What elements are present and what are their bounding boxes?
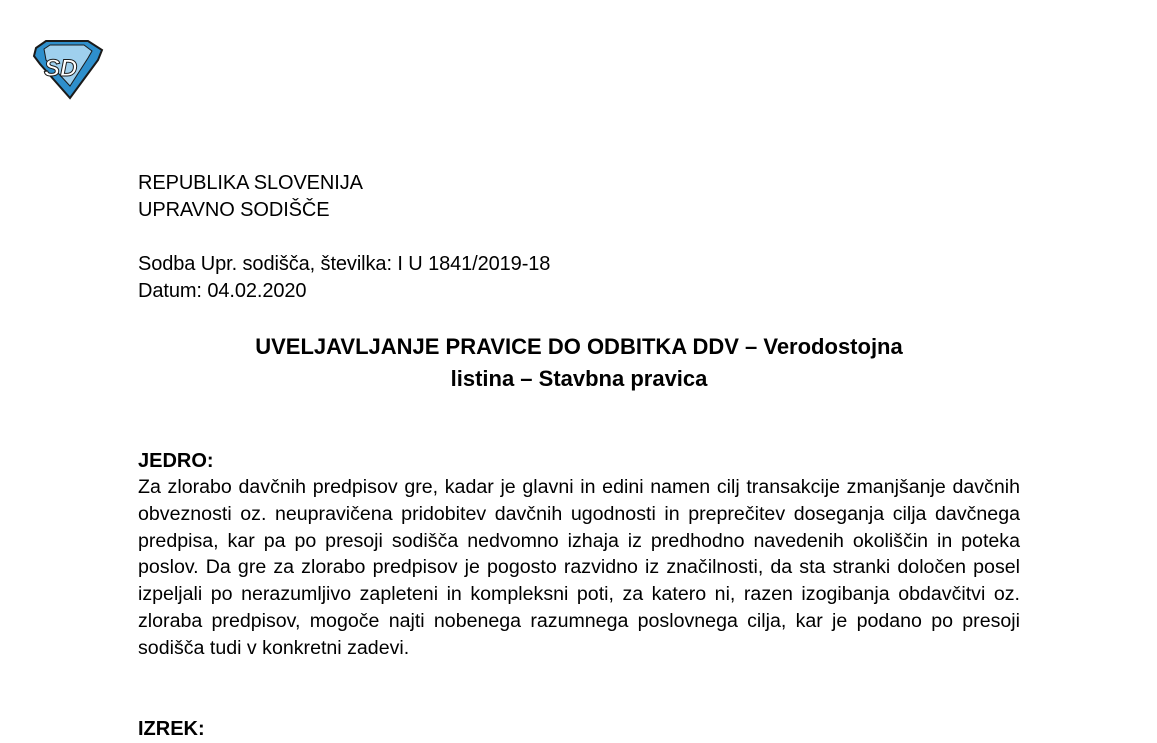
court-name: UPRAVNO SODIŠČE [138,199,330,221]
judgment-date: Datum: 04.02.2020 [138,280,307,302]
ruling-heading: IZREK: [138,718,205,740]
logo-lettering: SD [44,55,78,82]
core-text: Za zlorabo davčnih predpisov gre, kadar je glavni in edini namen cilj transakcije zmanjšanje davčnih obveznosti oz. neupravičena pridobitev davčnih ugodnosti in preprečitev doseganja cilja davčnega predpisa, kar pa po presoji sodišča nedvomno izhaja iz predhodno navedenih okoliščin in poteka poslov. Da gre za zlorabo predpisov je pogosto razvidno iz značilnosti, da sta stranki določen posel izpeljali po nerazumljivo zapleteni in kompleksni poti, za katero ni, razen izogibanja obdavčitvi oz. zloraba predpisov, mogoče najti nobenega razumnega poslovnega cilja, kar je podano po presoji sodišča tudi v konkretni zadevi. [138,476,1020,659]
judgment-title [138,331,1020,395]
title-line-2: listina – Stavbna pravica [450,366,708,391]
court-logo [32,40,106,100]
core-heading: JEDRO: [138,450,214,472]
title-line-1: UVELJAVLJANJE PRAVICE DO ODBITKA DDV – Verodostojna [255,334,903,359]
republic-name: REPUBLIKA SLOVENIJA [138,172,363,194]
judgment-reference: Sodba Upr. sodišča, številka: I U 1841/2019-18 [138,253,551,275]
